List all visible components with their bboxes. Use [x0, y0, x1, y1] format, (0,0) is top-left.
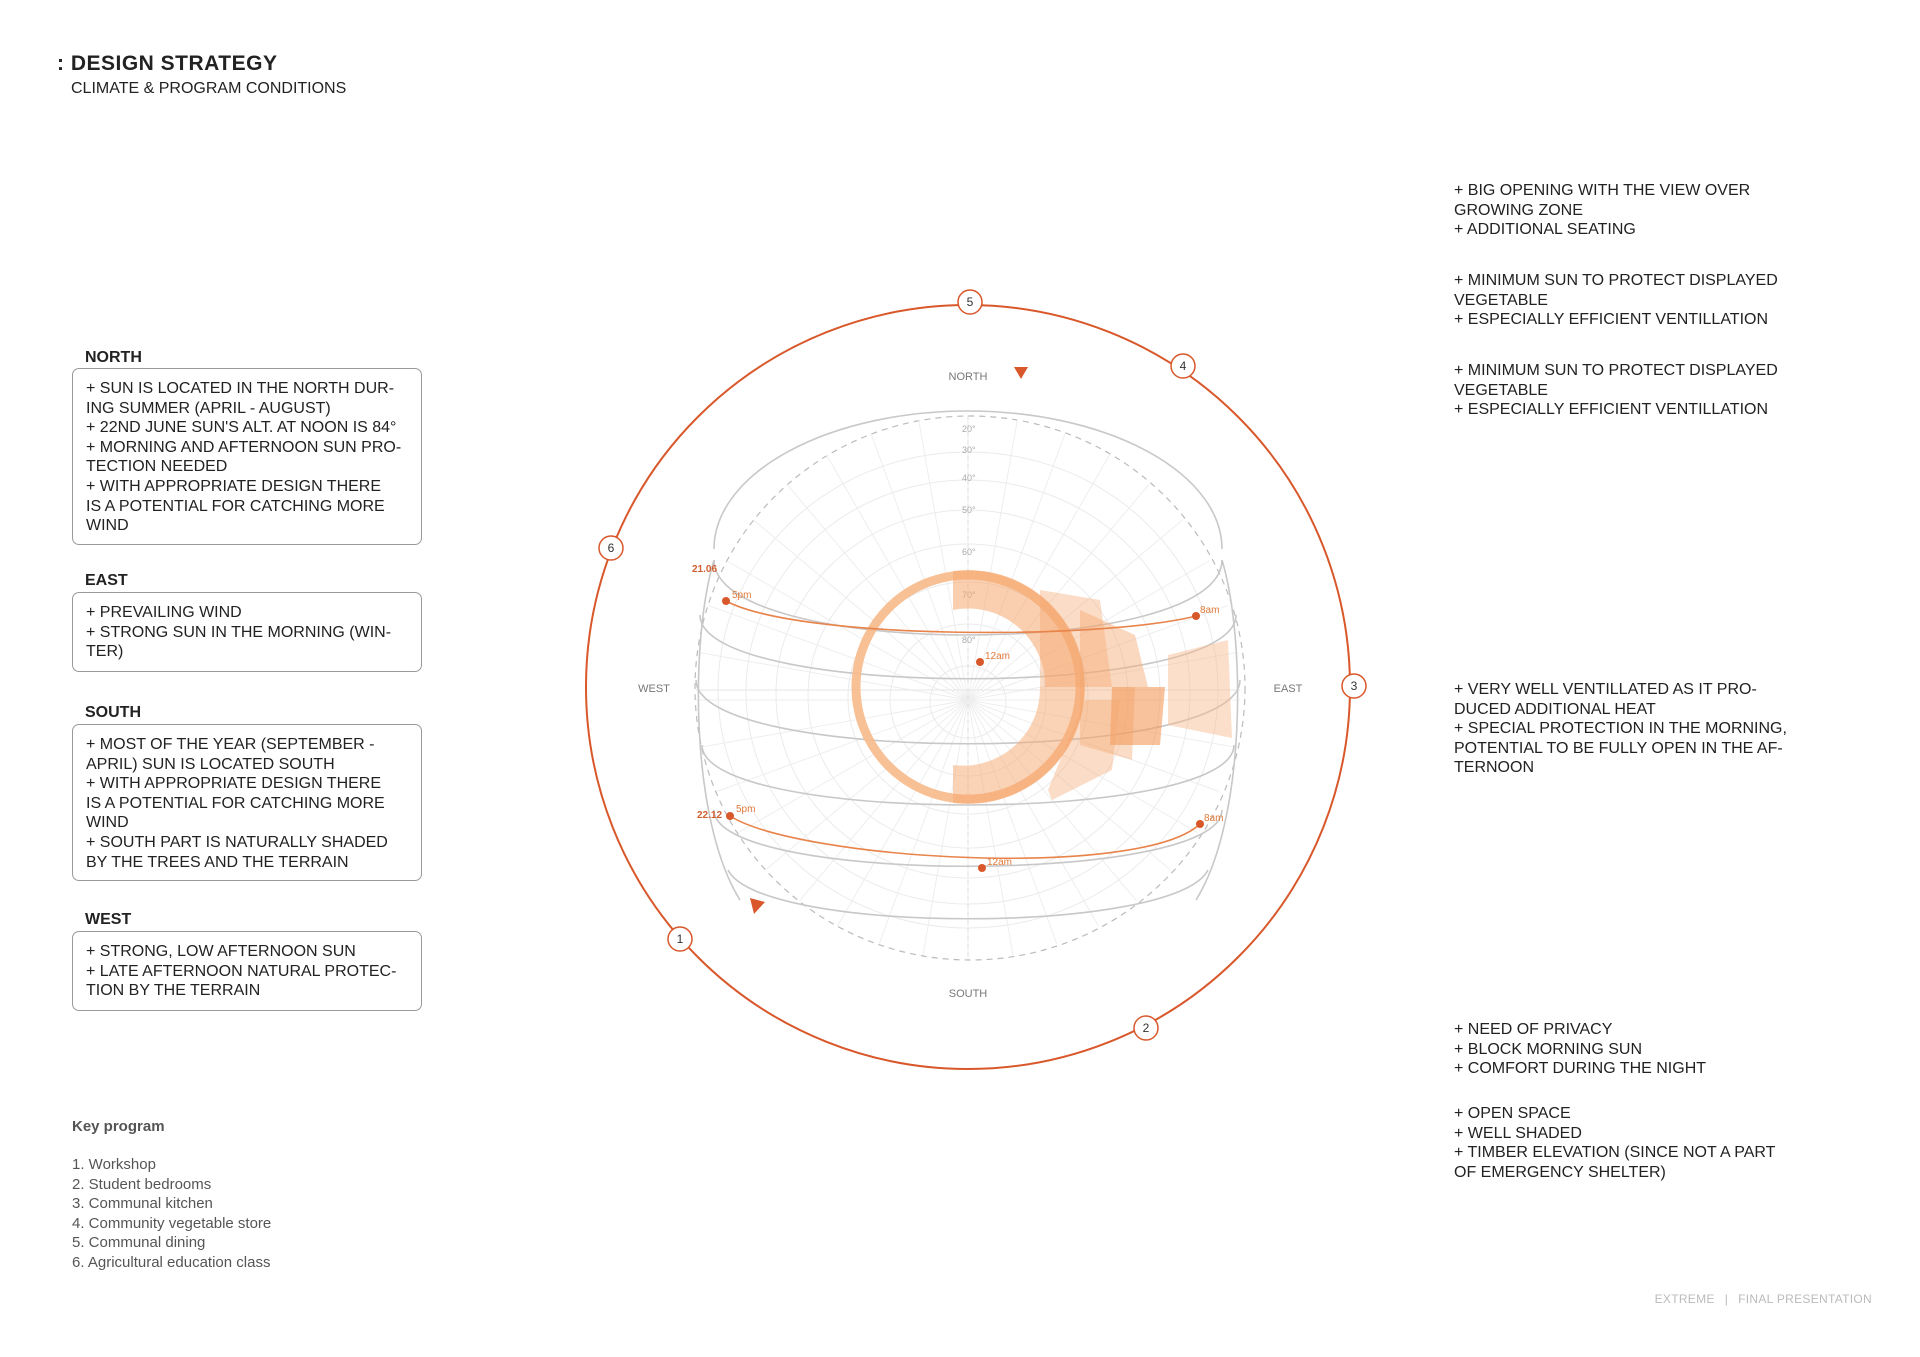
- west-line: + LATE AFTERNOON NATURAL PROTEC-: [86, 962, 397, 980]
- south-line: + SOUTH PART IS NATURALLY SHADED: [86, 833, 388, 851]
- note-line: + OPEN SPACE: [1454, 1105, 1571, 1122]
- note-line: + ESPECIALLY EFFICIENT VENTILLATION: [1454, 311, 1769, 329]
- south-line: IS A POTENTIAL FOR CATCHING MORE: [86, 794, 385, 812]
- summer-time-label: 5pm: [732, 590, 752, 601]
- program-marker-4: [1171, 354, 1195, 378]
- program-marker-1: [668, 927, 692, 951]
- altitude-label: 20°: [962, 424, 976, 434]
- program-marker-3: [1342, 674, 1366, 698]
- summer-time-label: 8am: [1200, 605, 1220, 616]
- south-line: + WITH APPROPRIATE DESIGN THERE: [86, 775, 382, 793]
- east-label: EAST: [1273, 683, 1303, 695]
- note-line: + TIMBER ELEVATION (SINCE NOT A PART: [1454, 1144, 1776, 1162]
- key-program-title: Key program: [72, 1118, 165, 1135]
- wind-direction-icon: [750, 898, 765, 914]
- south-title: SOUTH: [85, 704, 141, 721]
- note-line: + BLOCK MORNING SUN: [1454, 1040, 1643, 1058]
- azimuth-line: [686, 597, 968, 700]
- east-title: EAST: [85, 572, 128, 589]
- north-line: TECTION NEEDED: [86, 458, 228, 476]
- note-line: POTENTIAL TO BE FULLY OPEN IN THE AF-: [1454, 739, 1783, 757]
- svg-text:6: 6: [607, 541, 615, 555]
- footer-stage: FINAL PRESENTATION: [1738, 1292, 1872, 1306]
- winter-date-label: 22.12: [697, 810, 723, 821]
- note-line: OF EMERGENCY SHELTER): [1454, 1163, 1666, 1181]
- note-line: + NEED OF PRIVACY: [1454, 1021, 1613, 1038]
- south-line: + MOST OF THE YEAR (SEPTEMBER -: [86, 736, 375, 753]
- north-arrow-icon: [1014, 367, 1028, 379]
- key-program-item: 4. Community vegetable store: [72, 1214, 272, 1232]
- note-line: + SPECIAL PROTECTION IN THE MORNING,: [1454, 720, 1787, 738]
- note-line: + BIG OPENING WITH THE VIEW OVER: [1454, 182, 1751, 199]
- program-marker-2: [1134, 1016, 1158, 1040]
- note-line: + ADDITIONAL SEATING: [1454, 221, 1636, 239]
- svg-text:5: 5: [966, 295, 974, 309]
- north-line: WIND: [86, 517, 129, 535]
- winter-time-label: 5pm: [736, 804, 756, 815]
- note-line: + WELL SHADED: [1454, 1124, 1582, 1142]
- program-marker-5: [958, 290, 982, 314]
- key-program-item: 6. Agricultural education class: [72, 1253, 271, 1271]
- north-label: NORTH: [948, 371, 988, 383]
- program-marker-6: [599, 536, 623, 560]
- note-line: + ESPECIALLY EFFICIENT VENTILLATION: [1454, 401, 1769, 419]
- note-line: TERNOON: [1454, 759, 1534, 777]
- winter-time-label: 12am: [987, 857, 1013, 868]
- west-title: WEST: [85, 911, 132, 928]
- summer-time-label: 12am: [985, 651, 1011, 662]
- north-line: IS A POTENTIAL FOR CATCHING MORE: [86, 497, 385, 515]
- altitude-label: 60°: [962, 547, 976, 557]
- east-line: TER): [86, 643, 124, 661]
- east-line: + PREVAILING WIND: [86, 604, 242, 621]
- note-line: + MINIMUM SUN TO PROTECT DISPLAYED: [1454, 362, 1778, 379]
- altitude-label: 80°: [962, 635, 976, 645]
- key-program-item: 2. Student bedrooms: [72, 1175, 212, 1193]
- winter-time-label: 8am: [1204, 813, 1224, 824]
- south-line: BY THE TREES AND THE TERRAIN: [86, 853, 349, 871]
- summer-date-label: 21.06: [692, 564, 718, 575]
- north-line: + MORNING AND AFTERNOON SUN PRO-: [86, 438, 402, 456]
- altitude-label: 40°: [962, 473, 976, 483]
- west-line: + STRONG, LOW AFTERNOON SUN: [86, 943, 356, 960]
- note-line: GROWING ZONE: [1454, 201, 1583, 219]
- altitude-label: 30°: [962, 445, 976, 455]
- svg-text:2: 2: [1142, 1021, 1150, 1035]
- page-title: : DESIGN STRATEGY: [57, 52, 278, 75]
- page-subtitle: CLIMATE & PROGRAM CONDITIONS: [71, 80, 347, 97]
- key-program-item: 3. Communal kitchen: [72, 1195, 213, 1213]
- east-line: + STRONG SUN IN THE MORNING (WIN-: [86, 623, 392, 641]
- north-line: ING SUMMER (APRIL - AUGUST): [86, 399, 331, 417]
- footer: EXTREME | FINAL PRESENTATION: [1654, 1292, 1872, 1306]
- altitude-labels: [962, 424, 976, 645]
- south-line: APRIL) SUN IS LOCATED SOUTH: [86, 755, 335, 773]
- west-label: WEST: [638, 683, 670, 695]
- west-line: TION BY THE TERRAIN: [86, 982, 261, 1000]
- note-line: DUCED ADDITIONAL HEAT: [1454, 700, 1656, 718]
- azimuth-line: [775, 700, 968, 930]
- footer-project: EXTREME: [1654, 1292, 1715, 1306]
- azimuth-line: [865, 418, 968, 700]
- note-line: VEGETABLE: [1454, 381, 1548, 399]
- altitude-label: 50°: [962, 505, 976, 515]
- north-title: NORTH: [85, 349, 142, 366]
- note-line: + COMFORT DURING THE NIGHT: [1454, 1060, 1707, 1078]
- south-line: WIND: [86, 814, 129, 832]
- north-line: + 22ND JUNE SUN'S ALT. AT NOON IS 84°: [86, 419, 397, 437]
- svg-text:3: 3: [1350, 679, 1358, 693]
- svg-text:4: 4: [1179, 359, 1187, 373]
- north-line: + SUN IS LOCATED IN THE NORTH DUR-: [86, 380, 395, 397]
- svg-text:1: 1: [676, 932, 684, 946]
- key-program-item: 5. Communal dining: [72, 1234, 206, 1252]
- note-line: VEGETABLE: [1454, 291, 1548, 309]
- north-line: + WITH APPROPRIATE DESIGN THERE: [86, 477, 382, 495]
- south-label: SOUTH: [948, 988, 988, 1000]
- note-line: + VERY WELL VENTILLATED AS IT PRO-: [1454, 681, 1757, 698]
- note-line: + MINIMUM SUN TO PROTECT DISPLAYED: [1454, 272, 1778, 289]
- key-program-item: 1. Workshop: [72, 1156, 156, 1173]
